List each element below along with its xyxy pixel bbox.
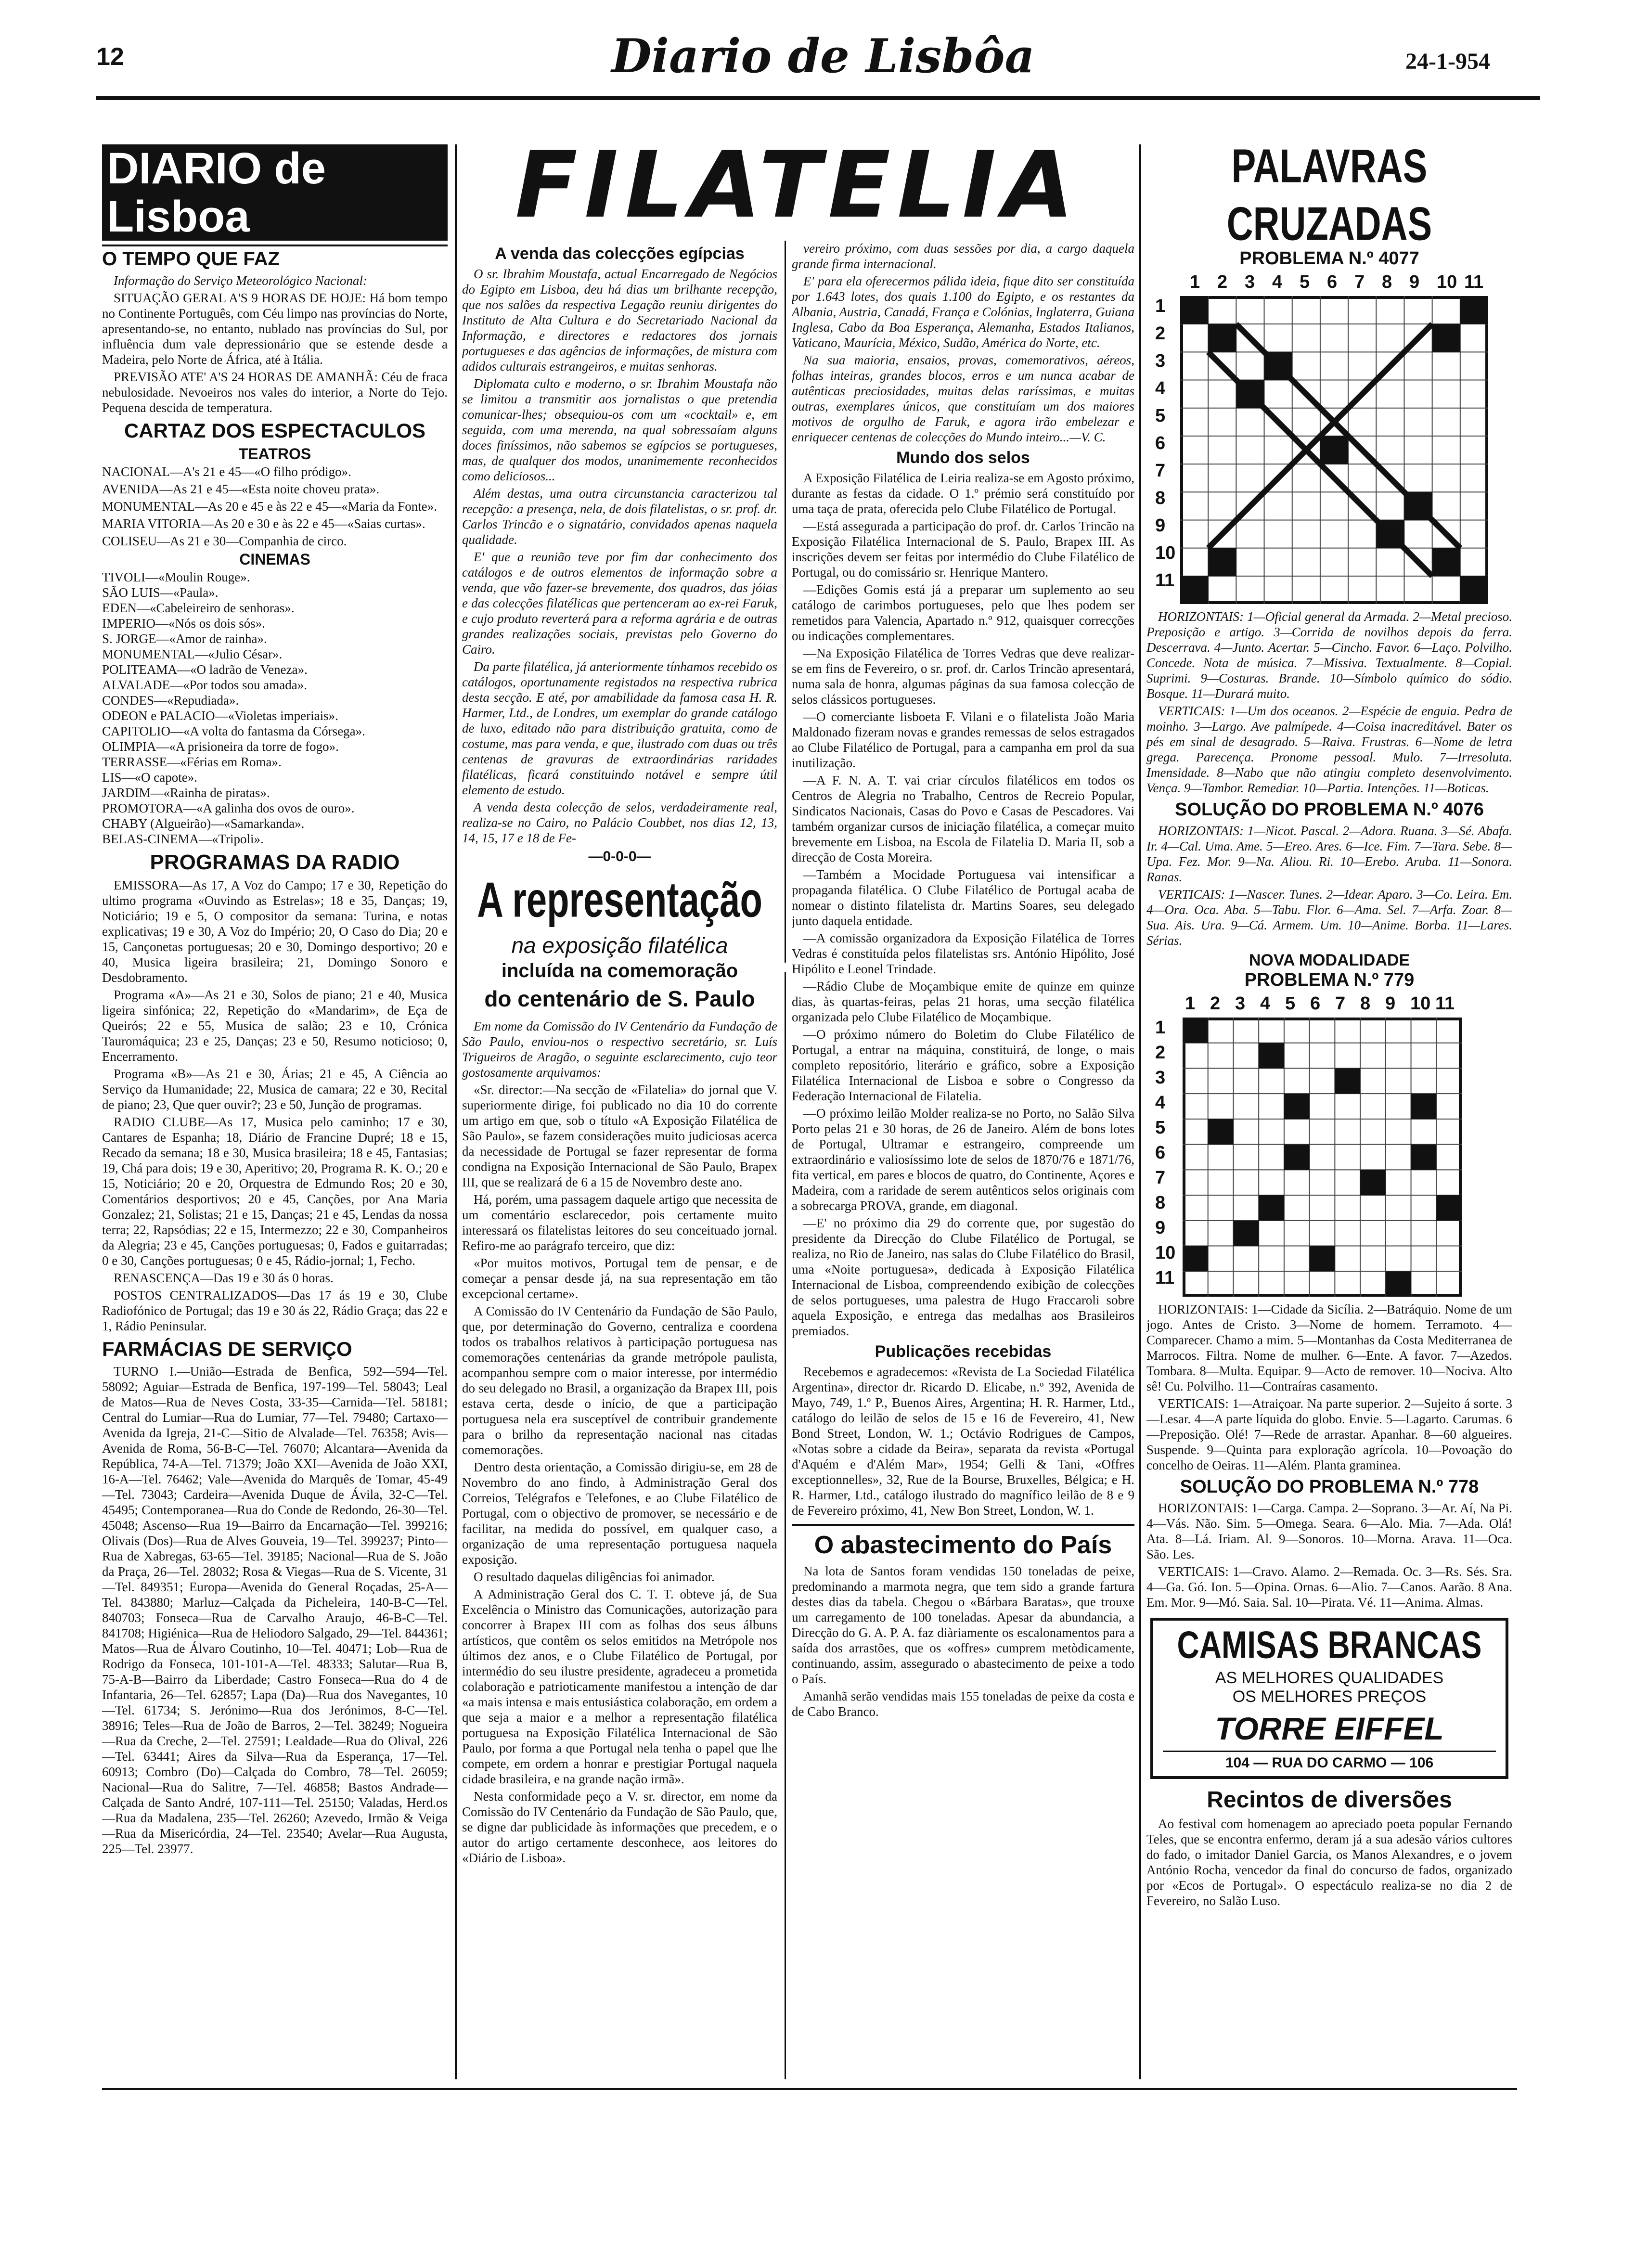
crossword-grid-1-wrap	[1146, 272, 1512, 609]
cinema-item: MONUMENTAL—«Julio César».	[102, 647, 283, 661]
grid-column-number: 7	[1335, 993, 1346, 1014]
ad-address: 104 — RUA DO CARMO — 106	[1163, 1751, 1496, 1771]
section-title-large: O abastecimento do País	[792, 1524, 1134, 1559]
grid-column-number: 1	[1185, 993, 1196, 1014]
right-column	[1146, 144, 1512, 2084]
black-cell	[1386, 1271, 1411, 1297]
cinema-item: BELAS-CINEMA—«Tripoli».	[102, 832, 264, 846]
grid-column-number: 2	[1217, 272, 1228, 292]
column-rule	[785, 241, 786, 963]
problem-title: PROBLEMA N.º 779	[1244, 970, 1415, 990]
black-cell	[1183, 1018, 1208, 1043]
black-cell	[1284, 1094, 1310, 1119]
grid-column-number: 4	[1272, 272, 1283, 292]
separator: —0-0-0—	[588, 849, 651, 864]
filatelia-column-a	[462, 241, 777, 2084]
cinema-item: TIVOLI—«Moulin Rouge».	[102, 570, 250, 584]
grid-column-number: 9	[1409, 272, 1420, 292]
cinema-item: CAPITOLIO—«A volta do fantasma da Córsega».	[102, 724, 365, 738]
grid-column-number: 6	[1310, 993, 1321, 1014]
grid-column-number: 4	[1260, 993, 1271, 1014]
weather-title: O TEMPO QUE FAZ	[102, 245, 448, 270]
section-title: Mundo dos selos	[896, 449, 1030, 467]
theatre-item: COLISEU—As 21 e 30—Companhia de circo.	[102, 534, 347, 548]
black-cell	[1335, 1068, 1360, 1094]
grid-row-number: 8	[1155, 488, 1166, 508]
brand-logo: DIARIO de Lisboa	[102, 144, 448, 241]
cinemas-title: CINEMAS	[239, 551, 310, 568]
solution-paragraph: HORIZONTAIS: 1—Nicot. Pascal. 2—Adora. Ruana. 3—Sé. Abafa. Ir. 4—Cal. Uma. Ame. 5—Ereo. Ares. 6—Ice. Fim. 7—Tara. Sebe. 8—Upa. Fez. Mor. 9—Na. Aliou. Ri. 10—Erebo. Aruba. 11—Sonora. Ranas.	[1146, 824, 1512, 884]
black-cell	[1259, 1195, 1284, 1221]
pharmacy-title: FARMÁCIAS DE SERVIÇO	[102, 1338, 352, 1360]
radio-paragraph: RADIO CLUBE—As 17, Musica pelo caminho; 17 e 30, Cantares de Espanha; 18, Diário de Francine Dupré; 18 e 15, Recado da semana; 18 e 30, Musica brasileira; 18 e 45, Fantasias; 19, Chá para dois; 19 e 30, Aperitivo; 20, Programa R. K. O.; 20 e 15, Noticiário; 20 e 20, Orquestra de Edmundo Ros; 20 e 30, Comentários desportivos; 20 e 45, Canções, por Ana Maria Gonzalez; 21, Solistas; 21 e 15, Danças; 21 e 45, Lendas da nossa terra; 22, Rapsódias; 22 e 15, Intermezzo; 22 e 30, Companheiros da Alegria; 23 e 45, Canções portuguesas; 0, Fados e guitarradas; 0 e 30, Canções portuguesas; 0 e 45, Rádio-jornal; 1, Fecho.	[102, 1115, 448, 1268]
radio-paragraph: RENASCENÇA—Das 19 e 30 ás 0 horas.	[114, 1271, 334, 1285]
black-cell	[1284, 1145, 1310, 1170]
cinema-item: JARDIM—«Rainha de piratas».	[102, 786, 270, 800]
article-paragraph: —O próximo leilão Molder realiza-se no Porto, no Salão Silva Porto pelas 21 e 30 horas, de 26 de Janeiro. Além de bons lotes de Portugal, Ultramar e estrangeiro, compreende um extraordinário e valiosíssimo lote de selos de 1870/76 e 1871/76, fita vertical, em pares e blocos de quatro, do Continente, Açores e Madeira, com a raridade de serem autênticos selos originais com a sobrecarga PROVA, grande, em diagonal.	[792, 1106, 1134, 1213]
black-cell	[1411, 1145, 1437, 1170]
article-paragraph: A venda desta colecção de selos, verdadeiramente real, realiza-se no Cairo, no Palácio Coubbet, nos dias 12, 13, 14, 15, 17 e 18 de Fe-	[462, 800, 777, 845]
page-number: 12	[96, 43, 124, 71]
clue-paragraph: VERTICAIS: 1—Um dos oceanos. 2—Espécie de enguia. Pedra de moinho. 3—Largo. Ave palmípede. 4—Coisa inacreditável. Bater os pés em sinal de desagrado. 5—Raiva. Frustras. 6—Nome de letra grega. Parecença. Pronome pessoal. Mulo. 7—Irresoluta. Imensidade. 8—Nabo que não atingiu completo desenvolvimento. Vença. 9—Tambor. Remediar. 10—Partia. Intenções. 11—Boticas.	[1146, 704, 1512, 795]
cinema-item: IMPERIO—«Nós os dois sós».	[102, 616, 266, 631]
ad-headline: CAMISAS BRANCAS	[1177, 1623, 1482, 1666]
article-paragraph: —A comissão organizadora da Exposição Filatélica de Torres Vedras é constituída pelos filatelistas srs. António Hipólito, José Hipólito e Leonel Trindade.	[792, 931, 1134, 976]
article-paragraph: Da parte filatélica, já anteriormente tínhamos recebido os catálogos, oportunamente registados na respectiva rubrica desta secção. E até, por amabilidade da famosa casa H. R. Harmer, Ltd., de Londres, um exemplar do grande catálogo de luxo, editado não para distribuição gratuita, como de costume, mas para venda, e que, ilustrado com duas ou três centenas de gravuras de extraordinárias raridades filatélicas, ficará constituindo notável e sempre útil elemento de estudo.	[462, 659, 777, 797]
grid-column-number: 11	[1464, 272, 1484, 292]
article-paragraph: A Exposição Filatélica de Leiria realiza-se em Agosto próximo, durante as festas da cidade. O 1.º prémio será constituído por uma taça de prata, oferecida pelo Clube Filatélico de Portugal.	[792, 471, 1134, 516]
grid-row-number: 5	[1155, 1118, 1166, 1138]
grid-row-number: 11	[1155, 1268, 1175, 1288]
grid-column-number: 10	[1437, 272, 1457, 292]
theatre-item: NACIONAL—A's 21 e 45—«O filho pródigo».	[102, 464, 351, 479]
cinema-item: S. JORGE—«Amor de rainha».	[102, 631, 267, 646]
ad-text: AS MELHORES QUALIDADES	[1215, 1669, 1444, 1687]
masthead-rule	[96, 96, 1540, 100]
representation-subtitle: incluída na comemoração	[501, 960, 738, 981]
crossword-grid-1	[1180, 296, 1488, 604]
bottom-rule	[102, 2088, 1517, 2090]
cinema-item: SÃO LUIS—«Paula».	[102, 585, 219, 600]
clue-paragraph: VERTICAIS: 1—Atraiçoar. Na parte superior. 2—Sujeito á sorte. 3—Lesar. 4—A parte líquida do globo. Envie. 5—Lagarto. Carumas. 6—Preposição. Olé! 7—Rede de arrastar. Apanhar. 8—60 algueires. Suspende. 9—Quinta para exploração agrícola. 10—Povoação do concelho de Oeiras. 11—Além. Planta graminea.	[1146, 1396, 1512, 1472]
article-paragraph: Na lota de Santos foram vendidas 150 toneladas de peixe, predominando a marmota negra, que tem sido a grande fartura destes dias da tabela. Chegou o «Bárbara Baratas», que trouxe um carregamento de 100 toneladas. Apesar da abundancia, a Direcção do G. A. P. A. faz diàriamente os escalonamentos para a saída dos arrastões, que os «offres» cumprem metòdicamente, continuando, assim, assegurado o abastecimento de peixe a todo o País.	[792, 1564, 1134, 1686]
grid-column-number: 2	[1210, 993, 1221, 1014]
article-paragraph: Amanhã serão vendidas mais 155 toneladas de peixe da costa e de Cabo Branco.	[792, 1689, 1134, 1719]
black-cell	[1411, 1094, 1437, 1119]
black-cell	[1208, 324, 1236, 352]
cinema-item: ODEON e PALACIO—«Violetas imperiais».	[102, 709, 338, 723]
article-paragraph: —O comerciante lisboeta F. Vilani e o filatelista João Maria Maldonado fizeram novas e grandes remessas de selos estragados ao Clube Filatélico de Portugal, para a campanha em prol da sua inutilização.	[792, 709, 1134, 770]
article-paragraph: E' para ela oferecermos pálida ideia, fique dito ser constituída por 1.643 lotes, dos quais 1.100 do Egipto, e os restantes da Albania, Austria, Canadá, França e Colónias, Inglaterra, Guiana Inglesa, Cabo da Boa Esperança, Alemanha, Estados Italianos, Vaticano, Maurícia, México, Sudão, América do Norte, etc.	[792, 274, 1134, 350]
theatre-item: MARIA VITORIA—As 20 e 30 e às 22 e 45—«Saias curtas».	[102, 516, 425, 531]
article-paragraph: —Edições Gomis está já a preparar um suplemento ao seu catálogo de carimbos portugueses, pelo que lhes podem ser remetidos para Valencia, Apartado n.º 912, quaisquer correcções ou indicações complementares.	[792, 582, 1134, 643]
article-paragraph: Ao festival com homenagem ao apreciado poeta popular Fernando Teles, que se encontra enfermo, deram já a sua adesão vários cultores do fado, o imitador Daniel Garcia, os Manos Alexandres, e o jovem António Rocha, vencedor da final do concurso de fados, organizado por «Ecos de Portugal». O espectáculo realiza-se no dia 2 de Fevereiro, no Salão Luso.	[1146, 1817, 1512, 1908]
column-rule	[455, 144, 457, 2079]
grid-column-number: 6	[1327, 272, 1338, 292]
grid-row-number: 10	[1155, 1243, 1176, 1263]
representation-headline: A representação	[477, 872, 762, 928]
black-cell	[1432, 548, 1460, 576]
grid-column-number: 5	[1285, 993, 1296, 1014]
ad-text: OS MELHORES PREÇOS	[1232, 1688, 1427, 1706]
cinema-item: POLITEAMA—«O ladrão de Veneza».	[102, 662, 308, 677]
cinema-item: LIS—«O capote».	[102, 770, 197, 785]
crossword-grid-2-wrap	[1146, 993, 1512, 1302]
grid-row-number: 1	[1155, 1018, 1166, 1038]
article-paragraph: O resultado daquelas diligências foi animador.	[474, 1570, 715, 1584]
article-paragraph: Há, porém, uma passagem daquele artigo que necessita de um comentário esclarecedor, pois certamente muito interessará os filatelistas leitores do seu conceituado jornal. Refiro-me ao parágrafo terceiro, que diz:	[462, 1192, 777, 1253]
grid-row-number: 3	[1155, 1068, 1166, 1088]
grid-row-number: 4	[1155, 378, 1166, 399]
cinema-item: PROMOTORA—«A galinha dos ovos de ouro».	[102, 801, 355, 815]
grid-row-number: 9	[1155, 1218, 1166, 1238]
ad-brand: TORRE EIFFEL	[1215, 1711, 1444, 1746]
grid-row-number: 3	[1155, 351, 1166, 371]
grid-column-number: 7	[1354, 272, 1365, 292]
column-rule	[785, 972, 786, 2079]
article-paragraph: vereiro próximo, com duas sessões por dia, a cargo daquela grande firma internacional.	[792, 241, 1134, 271]
grid-column-number: 5	[1300, 272, 1310, 292]
grid-row-number: 11	[1155, 570, 1175, 591]
grid-column-number: 3	[1235, 993, 1246, 1014]
grid-row-number: 7	[1155, 461, 1166, 481]
grid-side-numbers	[1155, 1018, 1174, 1297]
problem-title: PROBLEMA N.º 4077	[1239, 248, 1419, 269]
black-cell	[1208, 1119, 1234, 1145]
black-cell	[1320, 436, 1348, 464]
radio-paragraph: POSTOS CENTRALIZADOS—Das 17 ás 19 e 30, Clube Radiofónico de Portugal; das 19 e 30 ás 22, Rádio Graça; das 22 e 1, Rádio Peninsular.	[102, 1288, 448, 1333]
radio-paragraph: Programa «A»—As 21 e 30, Solos de piano; 21 e 40, Musica ligeira sinfónica; 22, Repetição do «Mandarim», de Eça de Queirós; 22 e 55, Musica de salão; 23 e 10, Crónica Tauromáquica; 23 e 25, Danças; 23 e 50, Resumo noticioso; 0, Encerramento.	[102, 988, 448, 1064]
clue-paragraph: HORIZONTAIS: 1—Cidade da Sicília. 2—Batráquio. Nome de um jogo. Antes de Cristo. 3—Nome de homem. Terramoto. 4—Comparecer. Chamo a mim. 5—Montanhas da Costa Mediterranea de Marrocos. Filtra. Nome de mulher. 6—Ente. A favor. 7—Azedos. Tombara. 8—Multa. Equipar. 9—Acto de remover. 10—Nociva. Alto sê! Cu. Polvilho. 11—Contraíras casamento.	[1146, 1302, 1512, 1393]
representation-subtitle: na exposição filatélica	[511, 933, 728, 958]
masthead-title: Diario de Lisbôa	[611, 29, 1035, 83]
radio-title: PROGRAMAS DA RADIO	[150, 850, 400, 874]
grid-row-number: 7	[1155, 1168, 1166, 1188]
theatres-title: TEATROS	[238, 445, 311, 463]
grid-column-number: 1	[1190, 272, 1200, 292]
black-cell	[1233, 1221, 1259, 1246]
article-paragraph: Dentro desta orientação, a Comissão dirigiu-se, em 28 de Novembro do ano findo, à Administração Geral dos Correios, Telégrafos e Telefones, e ao Clube Filatélico de Portugal, com o objectivo de promover, se necessário e de facilitar, na medida do possível, em qualquer caso, a organização de uma representação portuguesa naquela exposição.	[462, 1460, 777, 1567]
article-paragraph: —Rádio Clube de Moçambique emite de quinze em quinze dias, às quartas-feiras, pelas 21 horas, uma secção filatélica organizada pelo Clube Filatélico de Moçambique.	[792, 979, 1134, 1024]
article-paragraph: Nesta conformidade peço a V. sr. director, em nome da Comissão do IV Centenário da Fundação de São Paulo, que, se digne dar publicidade às informações que precedem, e o autor do artigo certamente desconhece, aos leitores do «Diário de Lisboa».	[462, 1789, 777, 1865]
section-title: Publicações recebidas	[875, 1342, 1052, 1361]
grid-row-number: 6	[1155, 433, 1166, 453]
grid-row-number: 5	[1155, 406, 1166, 426]
black-cell	[1259, 1043, 1284, 1069]
crossword-title: PALAVRAS CRUZADAS	[1226, 144, 1432, 251]
cinema-item: CHABY (Algueirão)—«Samarkanda».	[102, 816, 305, 831]
masthead-date: 24-1-954	[1405, 49, 1490, 74]
solution-paragraph: HORIZONTAIS: 1—Carga. Campa. 2—Soprano. 3—Ar. Aí, Na Pi. 4—Vás. Não. Sim. 5—Omega. Seara. 6—Alo. Mia. 7—Ada. Olá! Ata. 8—Lá. Iriam. Al. 9—Sonoros. 10—Morna. Arava. 11—Oca. São. Les.	[1146, 1501, 1512, 1561]
article-paragraph: —Também a Mocidade Portuguesa vai intensificar a propaganda filatélica. O Clube Filatélico de Portugal acaba de nomear o distinto filatelista dr. Martins Soares, seu delegado junto daquela entidade.	[792, 867, 1134, 928]
article-paragraph: O sr. Ibrahim Moustafa, actual Encarregado de Negócios do Egipto em Lisboa, deu há dias um brilhante recepção, que nos salões da respectiva Legação reuniu dirigentes do Instituto de Alta Cultura e do Secretariado Nacional da Informação, e directores e redactores dos jornais portugueses e das agências de informações, de mistura com adidos culturais estrangeiros, e muitas senhoras.	[462, 267, 777, 374]
weather-paragraph: Informação do Serviço Meteorológico Nacional:	[114, 273, 367, 288]
grid-row-number: 4	[1155, 1093, 1166, 1113]
black-cell	[1180, 576, 1208, 604]
black-cell	[1180, 296, 1208, 324]
radio-paragraph: EMISSORA—As 17, A Voz do Campo; 17 e 30, Repetição do ultimo programa «Ouvindo as Estrelas»; 18 e 35, Danças; 19, Noticiário; 19 e 5, O compositor da semana: Turina, e notas explicativas; 19 e 30, A Voz do Império; 20, O Caso do Dia; 20 e 15, Cançonetas portuguesas; 20 e 30, Domingo desportivo; 20 e 40, Musica ligeira brasileira; 21, Domingo Sonoro e Desdobramento.	[102, 878, 448, 985]
black-cell	[1208, 548, 1236, 576]
radio-paragraph: Programa «B»—As 21 e 30, Árias; 21 e 45, A Ciência ao Serviço da Humanidade; 22, Musica de camara; 22 e 30, Recital de piano; 23, Que quer ouvir?; 23 e 50, Junção de programas.	[102, 1067, 448, 1112]
grid-row-number: 6	[1155, 1143, 1166, 1163]
crossword-grid-2	[1183, 1018, 1462, 1297]
black-cell	[1436, 1195, 1462, 1221]
grid-row-number: 8	[1155, 1193, 1166, 1213]
masthead	[0, 0, 1648, 96]
article-paragraph: Na sua maioria, ensaios, provas, comemorativos, aéreos, folhas inteiras, grandes blocos, erros e um nunca acabar de autênticas preciosidades, muitas delas raríssimas, e muitas outras, exemplares únicos, que constituíam um dos maiores motivos de orgulho de Faruk, e agora irão embelezar e enriquecer centenas de colecções do Mundo inteiro...—V. C.	[792, 353, 1134, 444]
grid-row-number: 10	[1155, 543, 1176, 563]
black-cell	[1432, 324, 1460, 352]
black-cell	[1360, 1170, 1386, 1195]
new-modality-title: NOVA MODALIDADE	[1249, 951, 1410, 969]
cinema-item: TERRASSE—«Férias em Roma».	[102, 755, 282, 769]
column-rule	[1139, 144, 1141, 2079]
article-paragraph: Em nome da Comissão do IV Centenário da Fundação de São Paulo, enviou-nos o respectivo secretário, sr. Luís Trigueiros de Aragão, o seguinte esclarecimento, cujo teor gostosamente arquivamos:	[462, 1019, 777, 1080]
grid-top-numbers	[1185, 993, 1483, 1018]
grid-column-number: 3	[1245, 272, 1255, 292]
cinema-item: ALVALADE—«Por todos sou amada».	[102, 678, 307, 692]
black-cell	[1460, 296, 1488, 324]
solution-paragraph: VERTICAIS: 1—Cravo. Alamo. 2—Remada. Oc. 3—Rs. Sés. Sra. 4—Ga. Gó. Ion. 5—Opina. Ornas. 6—Alio. 7—Canos. Aarão. 8 Ana. Em. Mor. 9—Mó. Saia. Sal. 10—Pirata. Vé. 11—Anima. Almas.	[1146, 1564, 1512, 1610]
article-paragraph: —Na Exposição Filatélica de Torres Vedras que deve realizar-se em fins de Fevereiro, o sr. prof. dr. Carlos Trincão apresentará, numa sala de honra, algumas páginas da sua famosa colecção de selos clássicos portugueses.	[792, 646, 1134, 707]
left-column	[102, 144, 448, 2084]
black-cell	[1183, 1246, 1208, 1272]
article-paragraph: —E' no próximo dia 29 do corrente que, por sugestão do presidente da Direcção do Clube Filatélico de Portugal, se realiza, no Rio de Janeiro, nas salas do Clube Filatélico do Brasil, uma «Noite portuguesa», dedicada à Exposição Filatélica Internacional de Lisboa, compreendendo exibição de colecções de selos portugueses, uma palestra de Hugo Fraccaroli sobre aquela Exposição, e entrega das medalhas aos Brasileiros premiados.	[792, 1216, 1134, 1338]
grid-row-number: 2	[1155, 323, 1166, 344]
article-paragraph: A Administração Geral dos C. T. T. obteve já, de Sua Excelência o Ministro das Comunicações, autorização para concorrer à Brapex III com as folhas dos seus álbuns artísticos, que contêm os selos emitidos na Metrópole nos últimos dez anos, e o Clube Filatélico de Portugal, por intermédio do seu ilustre presidente, agradeceu a prometida colaboração e patrioticamente manifestou a intenção de dar «a mais intensa e mais entusiástica colaboração, em ordem a que seja a maior e a melhor a representação filatélica portuguesa na Exposição Filatélica Internacional de São Paulo, por forma a que Portugal nela tenha o papel que lhe compete, em ordem a honrar e prestigiar Portugal naquela cidade brasileira, e na grande nação irmã».	[462, 1587, 777, 1786]
representation-subtitle: do centenário de S. Paulo	[484, 986, 755, 1011]
grid-column-number: 8	[1360, 993, 1371, 1014]
grid-row-number: 1	[1155, 296, 1166, 316]
grid-top-numbers	[1190, 272, 1488, 296]
grid-column-number: 10	[1410, 993, 1431, 1014]
weather-paragraph: PREVISÃO ATE' A'S 24 HORAS DE AMANHÃ: Céu de fraca nebulosidade. Nevoeiros nos vales do interior, a Norte do Tejo. Pequena descida de temperatura.	[102, 370, 448, 415]
article-paragraph: E' que a reunião teve por fim dar conhecimento dos catálogos e de outros elementos de informação sobre a venda, que vão fazer-se brevemente, dos quadros, das jóias e das colecções filatélicas que pertenceram ao ex-rei Faruk, e cujo produto reverterá para a reforma agrária e de outras grandes realizações sociais, previstas pelo Governo do Cairo.	[462, 550, 777, 657]
grid-column-number: 8	[1382, 272, 1392, 292]
article-paragraph: «Sr. director:—Na secção de «Filatelia» do jornal que V. superiormente dirige, foi publicado no dia 10 do corrente um artigo em que, sob o título «A Exposição Filatélica de São Paulo», se fazem considerações muito judiciosas acerca da necessidade de Portugal se fazer representar de forma condigna na Exposição Internacional de São Paulo, Brapex III, que se realizará de 6 a 15 de Novembro deste ano.	[462, 1082, 777, 1189]
article-paragraph: Recebemos e agradecemos: «Revista de La Sociedad Filatélica Argentina», director dr. Ricardo D. Elicabe, n.º 392, Avenida de Mayo, 749, 1.º P., Buenos Aires, Argentina; H. R. Harmer, Ltd., catálogo do leilão de selos de 15 e 16 de Fevereiro, 41, New Bond Street, London, W. 1.; Octávio Rodrigues de Campos, «Notas sobre a cidade da Beira», separata da revista «Portugal d'Aquém e d'Além Mar», 1954; Gelli & Tani, «Offres exceptionnelles», 32, Rue de la Bourse, Bruxelles, Bélgica; e H. R. Harmer, Ltd., catálogo ilustrado do magnífico leilão de 8 e 9 de Fevereiro próximo, 41, New Bon Street, London, W. 1.	[792, 1365, 1134, 1518]
solution-title: SOLUÇÃO DO PROBLEMA N.º 778	[1180, 1477, 1479, 1497]
grid-row-number: 2	[1155, 1043, 1166, 1063]
article-paragraph: A Comissão do IV Centenário da Fundação de São Paulo, que, por determinação do Governo, centraliza e coordena todos os trabalhos relativos à participação portuguesa nas comemorações centenárias da grande metrópole paulista, acompanhou sempre com o maior interesse, por intermédio do seu delegado no Brasil, a organização da Brapex III, pois estava certa, desde o início, de que a participação portuguesa nela era susceptível de contribuir grandemente para o brilho da representação nacional nas citadas comemorações.	[462, 1304, 777, 1457]
filatelia-banner: FILATELIA	[515, 132, 1081, 238]
article-paragraph: «Por muitos motivos, Portugal tem de pensar, e de começar a pensar desde já, na sua representação em tão excepcional certame».	[462, 1256, 777, 1301]
article-paragraph: Diplomata culto e moderno, o sr. Ibrahim Moustafa não se limitou a transmitir aos jornalistas o que pretendia comunicar-lhes; obsequiou-os com um «cocktail» e, em seguida, com uma merenda, na qual sobressaíam alguns doces finíssimos, não sabemos se egípcios se portugueses, mas, de qualquer dos modos, unanimemente reconhecidos como deliciosos...	[462, 376, 777, 483]
article-paragraph: —Está assegurada a participação do prof. dr. Carlos Trincão na Exposição Filatélica Internacional de S. Paulo, Brapex III. As inscrições devem ser feitas por intermédio do Clube Filatélico de Portugal, ou do comissário sr. Henrique Mantero.	[792, 519, 1134, 580]
grid-row-number: 9	[1155, 515, 1166, 536]
cinema-item: EDEN—«Cabeleireiro de senhoras».	[102, 601, 295, 615]
grid-column-number: 11	[1435, 993, 1455, 1014]
cinema-item: OLIMPIA—«A prisioneira da torre de fogo».	[102, 739, 339, 754]
theatre-item: AVENIDA—As 21 e 45—«Esta noite choveu prata».	[102, 482, 380, 496]
weather-paragraph: SITUAÇÃO GERAL A'S 9 HORAS DE HOJE: Há bom tempo no Continente Português, com Céu limpo nas províncias do Norte, apresentando-se, no entanto, nublado nas províncias do Sul, por influência dum vale depressionário que se estende desde a Madeira, pelo Norte de África, até à Itália.	[102, 291, 448, 367]
clue-paragraph: HORIZONTAIS: 1—Oficial general da Armada. 2—Metal precioso. Preposição e artigo. 3—Corrida de novilhos depois da ferra. Descerrava. 4—Junto. Acertar. 5—Cincho. Favor. 6—Laço. Polvilho. Concede. Nota de música. 7—Missiva. Textualmente. 8—Copial. Suprimi. 9—Costuras. Brande. 10—Símbolo químico do sódio. Bosque. 11—Durará muito.	[1146, 609, 1512, 701]
grid-side-numbers	[1155, 296, 1174, 604]
section-title: A venda das colecções egípcias	[495, 245, 745, 263]
cinema-item: CONDES—«Repudiada».	[102, 693, 239, 708]
article-paragraph: —A F. N. A. T. vai criar círculos filatélicos em todos os Centros de Alegria no Trabalho, Centros de Recreio Popular, Sindicatos Nacionais, Casas do Povo e Casas de Pescadores. Vai também organizar cursos de iniciação filatélica, a começar muito brevemente em Lisboa, na Escola de Filatelia D. Maria II, sob a direcção de Costa Moreira.	[792, 773, 1134, 864]
solution-title: SOLUÇÃO DO PROBLEMA N.º 4076	[1175, 799, 1484, 820]
solution-paragraph: VERTICAIS: 1—Nascer. Tunes. 2—Idear. Aparo. 3—Co. Leira. Em. 4—Ora. Oca. Aba. 5—Tabu. Flor. 6—Ama. Sel. 7—Arfa. Zoar. 8—Sua. Ais. Ura. 9—Cá. Armem. Um. 10—Anime. Borba. 11—Lares. Sérias.	[1146, 887, 1512, 948]
pharmacy-paragraph: TURNO I.—União—Estrada de Benfica, 592—594—Tel. 58092; Aguiar—Estrada de Benfica, 197-199—Tel. 58043; Leal de Matos—Rua de Neves Costa, 33-35—Carnida—Tel. 58181; Central do Lumiar—Rua do Lumiar, 77—Tel. 79480; Cartaxo—Avenida da Igreja, 21-C—Sitio de Alvalade—Tel. 76358; Avis—Avenida de Roma, 56-B-C—Tel. 76070; Alcantara—Avenida da República, 74-A—Tel. 71379; João XXI—Avenida de João XXI, 16-A—Tel. 76462; Vale—Avenida do Marquês de Tomar, 45-49—Tel. 73043; Cardeira—Avenida Duque de Ávila, 32-C—Tel. 45495; Contemporanea—Rua do Conde de Redondo, 26-30—Tel. 45048; Ascenso—Rua 19—Bairro da Encarnação—Tel. 399216; Olivais (Dos)—Rua de Alves Gouveia, 19—Tel. 399237; Pinto—Rua de Xabregas, 63-65—Tel. 39185; Nacional—Rua de S. João da Praça, 26—Tel. 28032; Rosa & Viegas—Rua de S. Vicente, 31—Tel. 849351; Europa—Avenida do General Roçadas, 25-A—Tel. 843880; Marluz—Calçada da Picheleira, 140-B-C—Tel. 840703; Fonseca—Rua de Carvalho Araujo, 46-B-C—Tel. 841708; Higiénica—Rua de Heliodoro Salgado, 29—Tel. 844361; Matos—Rua de Álvaro Coutinho, 10—Tel. 40471; Lob—Rua de Rodrigo da Fonseca, 101-101-A—Tel. 48333; Salutar—Rua B, 75-A-B—Bairro da Liberdade; Castro Fonseca—Rua do 4 de Infantaria, 26—Tel. 62857; Lapa (Da)—Rua dos Navegantes, 10—Tel. 61734; S. Jerónimo—Rua dos Jerónimos, 8-C—Tel. 38916; Teles—Rua de João de Barros, 2—Tel. 38249; Nogueira—Rua da Creche, 2—Tel. 27591; Lealdade—Rua do Olival, 226—Tel. 63441; Aires da Silva—Rua da Esperança, 17—Tel. 60913; Combro (Do)—Calçada do Combro, 78—Tel. 26059; Nacional—Rua do Salitre, 7—Tel. 46858; Bastos Andrade—Calçada de Santo André, 107-111—Tel. 25150; Valadas, Herd.os—Rua da Madalena, 235—Tel. 26260; Azevedo, Irmão & Veiga—Rua da Misericórdia, 24—Tel. 23540; Avelar—Rua Augusta, 225—Tel. 23977.	[102, 1364, 448, 1856]
black-cell	[1460, 576, 1488, 604]
advertisement-box	[1150, 1618, 1508, 1779]
shows-title: CARTAZ DOS ESPECTACULOS	[124, 419, 426, 442]
article-paragraph: Além destas, uma outra circunstancia caracterizou tal recepção: a presença, nela, de dois filatelistas, o sr. prof. dr. Carlos Trincão e o signatário, convidados apenas naquela qualidade.	[462, 486, 777, 547]
filatelia-column-b	[792, 241, 1134, 2084]
article-paragraph: —O próximo número do Boletim do Clube Filatélico de Portugal, a entrar na máquina, constituirá, de longe, o mais completo repositório, literário e gráfico, sobre a Exposição Filatélica Internacional de Lisboa e sobre o Congresso da Federação Internacional de Filatelia.	[792, 1027, 1134, 1103]
section-title-large: Recintos de diversões	[1207, 1787, 1452, 1813]
black-cell	[1310, 1246, 1335, 1272]
theatre-item: MONUMENTAL—As 20 e 45 e às 22 e 45—«Maria da Fonte».	[102, 499, 437, 514]
grid-column-number: 9	[1385, 993, 1396, 1014]
